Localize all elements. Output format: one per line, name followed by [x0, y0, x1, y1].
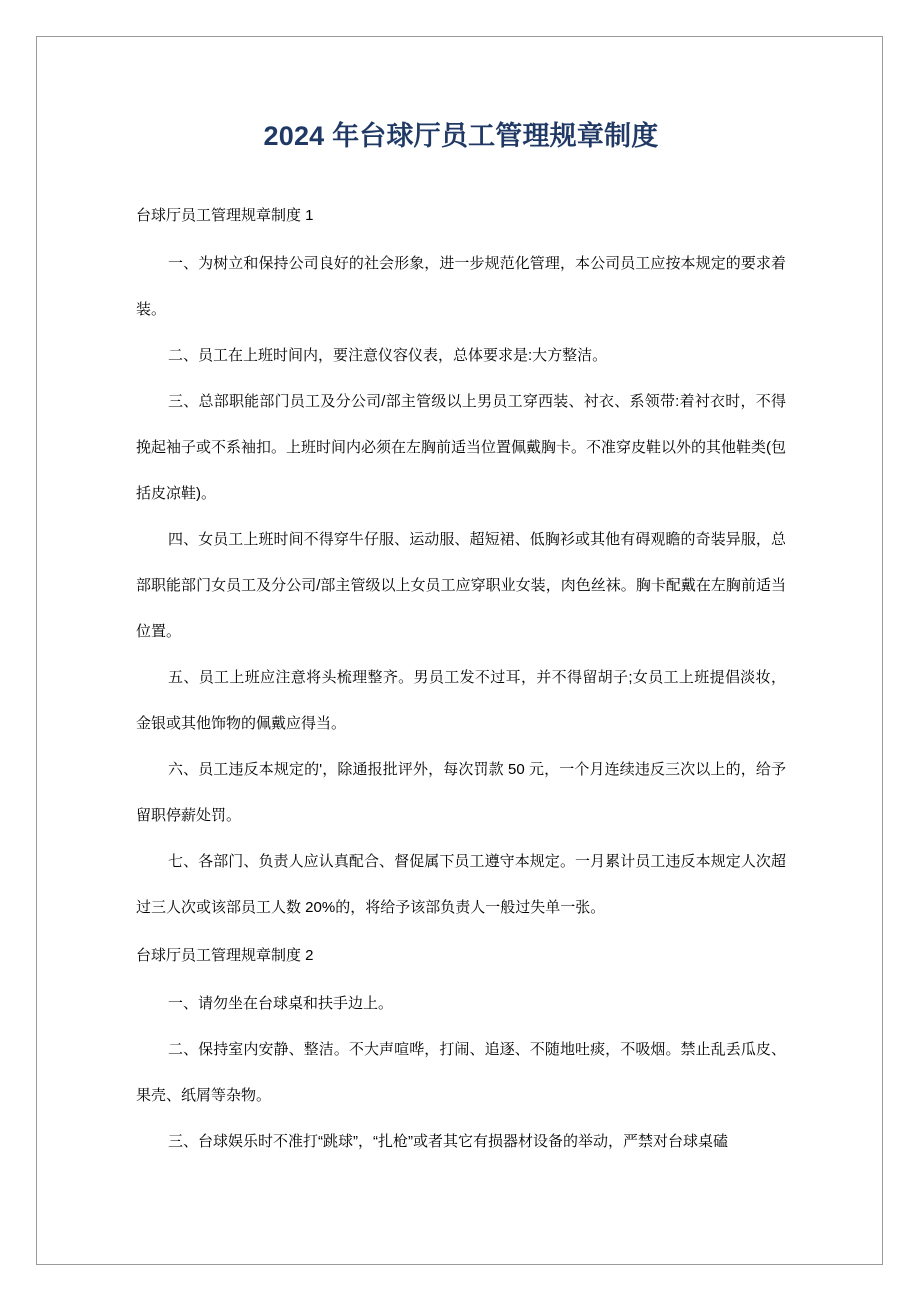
section-1-paragraph-5: 五、员工上班应注意将头梳理整齐。男员工发不过耳，并不得留胡子;女员工上班提倡淡妆，金银或其他饰物的佩戴应得当。 [136, 669, 786, 732]
section-1-paragraph-7: 七、各部门、负责人应认真配合、督促属下员工遵守本规定。一月累计员工违反本规定人次超过三人次或该部员工人数 20%的，将给予该部负责人一般过失单一张。 [136, 853, 786, 916]
page-title: 2024 年台球厅员工管理规章制度 [263, 121, 659, 151]
section-2-paragraph-3: 三、台球娱乐时不准打“跳球”，“扎枪”或者其它有损器材设备的举动，严禁对台球桌磕 [168, 1133, 728, 1150]
section-2-paragraph-2: 二、保持室内安静、整洁。不大声喧哗，打闹、追逐、不随地吐痰，不吸烟。禁止乱丢瓜皮、果壳、纸屑等杂物。 [136, 1041, 786, 1104]
section-1-paragraph-4: 四、女员工上班时间不得穿牛仔服、运动服、超短裙、低胸衫或其他有碍观瞻的奇装异服，总部职能部门女员工及分公司/部主管级以上女员工应穿职业女装，肉色丝袜。胸卡配戴在左胸前适当位置。 [136, 531, 786, 640]
section-heading-2: 台球厅员工管理规章制度 2 [136, 947, 314, 964]
section-2-paragraph-1: 一、请勿坐在台球桌和扶手边上。 [168, 995, 394, 1012]
section-1-paragraph-1: 一、为树立和保持公司良好的社会形象，进一步规范化管理，本公司员工应按本规定的要求着装。 [136, 255, 786, 318]
section-1-paragraph-6: 六、员工违反本规定的'，除通报批评外，每次罚款 50 元，一个月连续违反三次以上的，给予留职停薪处罚。 [136, 761, 786, 824]
section-1-paragraph-2: 二、员工在上班时间内，要注意仪容仪表，总体要求是:大方整洁。 [168, 347, 608, 364]
document-content [136, 36, 786, 1165]
section-1-paragraph-3: 三、总部职能部门员工及分公司/部主管级以上男员工穿西装、衬衣、系领带:着衬衣时，不得挽起袖子或不系袖扣。上班时间内必须在左胸前适当位置佩戴胸卡。不准穿皮鞋以外的其他鞋类(包括皮凉鞋)。 [136, 393, 786, 502]
section-heading-1: 台球厅员工管理规章制度 1 [136, 207, 314, 224]
